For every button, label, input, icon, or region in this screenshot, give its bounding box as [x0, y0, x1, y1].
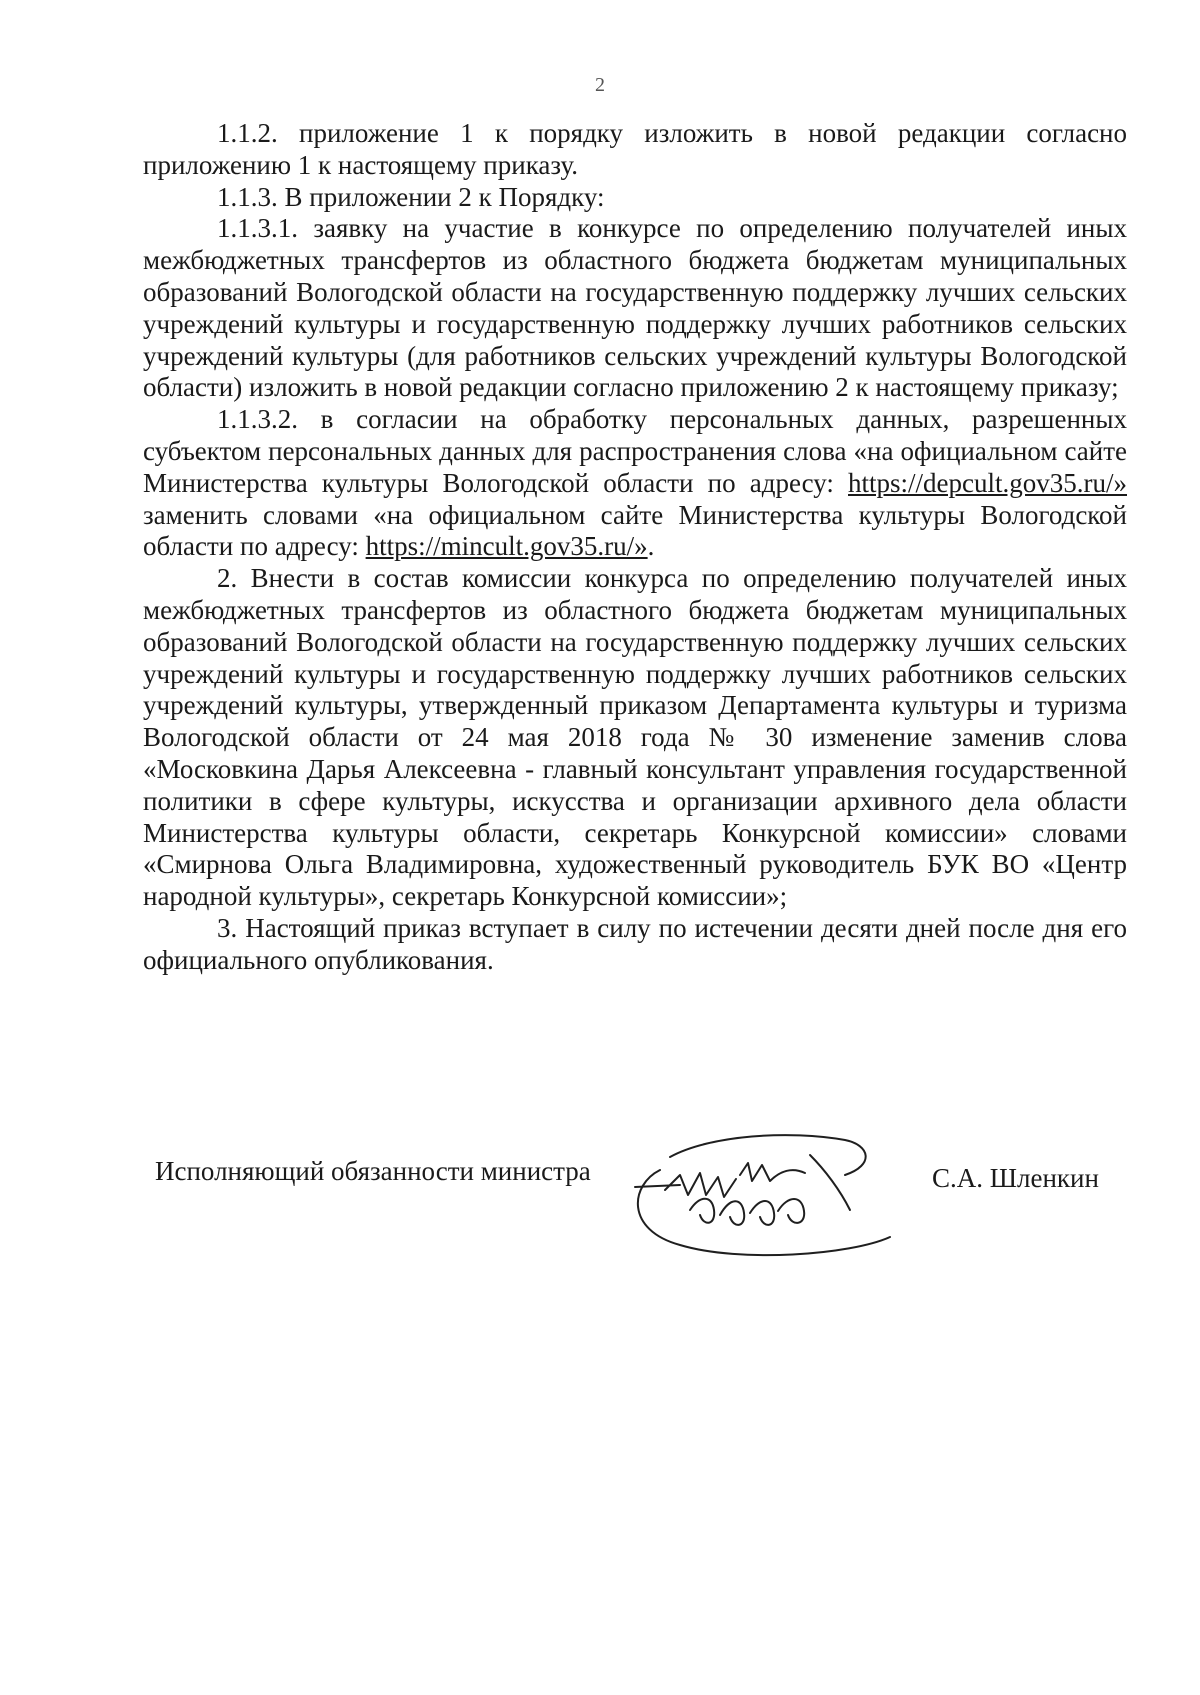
- paragraph-1-1-2: 1.1.2. приложение 1 к порядку изложить в новой редакции согласно приложению 1 к настоящему приказу.: [143, 118, 1127, 180]
- old-url-link[interactable]: https://depcult.gov35.ru/»: [848, 467, 1127, 498]
- signature-block: [0, 1155, 1200, 1275]
- signatory-name: С.А. Шленкин: [932, 1163, 1099, 1193]
- paragraph-1-1-3-2-text-b: заменить словами «на официальном сайте Министерства культуры Вологодской области по адресу:: [143, 499, 1127, 562]
- paragraph-1-1-3-1: 1.1.3.1. заявку на участие в конкурсе по определению получателей иных межбюджетных трансфертов из областного бюджета бюджетам муниципальных образований Вологодской области на государственную поддержку лучших сельских учреждений культуры и государственную поддержку лучших работников сельских учреждений культуры (для работников сельских учреждений культуры Вологодской области) изложить в новой редакции согласно приложению 2 к настоящему приказу;: [143, 213, 1127, 403]
- paragraph-1-1-3-2-text-a: 1.1.3.2. в согласии на обработку персональных данных, разрешенных субъектом персональных данных для распространения слова «на официальном сайте Министерства культуры Вологодской области по адресу:: [143, 404, 1127, 498]
- paragraph-2: 2. Внести в состав комиссии конкурса по определению получателей иных межбюджетных трансфертов из областного бюджета бюджетам муниципальных образований Вологодской области на государственную поддержку лучших сельских учреждений культуры и государственную поддержку лучших работников сельских учреждений культуры, утвержденный приказом Департамента культуры и туризма Вологодской области от 24 мая 2018 года № 30 изменение заменив слова «Московкина Дарья Алексеевна - главный консультант управления государственной политики в сфере культуры, искусства и организации архивного дела области Министерства культуры области, секретарь Конкурсной комиссии» словами «Смирнова Ольга Владимировна, художественный руководитель БУК ВО «Центр народной культуры», секретарь Конкурсной комиссии»;: [143, 563, 1127, 912]
- paragraph-1-1-3-2-text-c: .: [647, 531, 655, 562]
- handwritten-signature: [620, 1115, 920, 1265]
- document-body: [143, 118, 1127, 977]
- new-url-link[interactable]: https://mincult.gov35.ru/»: [365, 531, 648, 562]
- paragraph-1-1-3: 1.1.3. В приложении 2 к Порядку:: [217, 181, 605, 212]
- paragraph-3: 3. Настоящий приказ вступает в силу по истечении десяти дней после дня его официального опубликования.: [143, 912, 1127, 975]
- page-number: 2: [595, 74, 605, 96]
- paragraph-1-1-3-2: [143, 404, 1127, 563]
- signatory-role: Исполняющий обязанности министра: [155, 1156, 591, 1186]
